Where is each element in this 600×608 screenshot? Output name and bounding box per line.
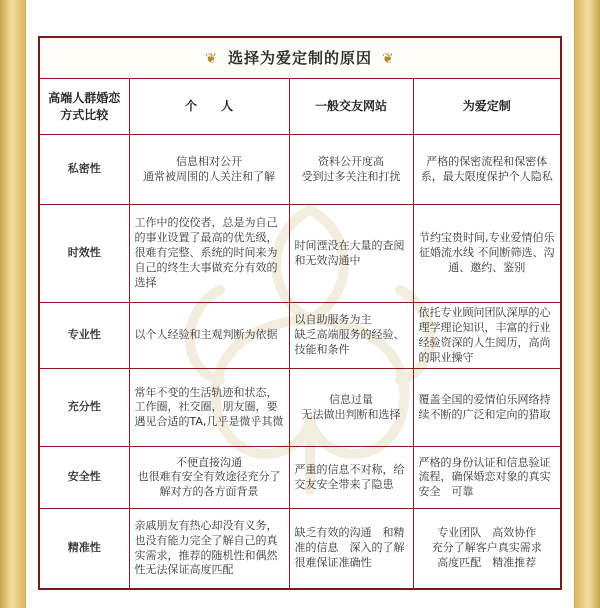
header-individual: 个 人	[129, 79, 289, 135]
table-row	[39, 135, 561, 205]
cell-individual: 不便直接沟通 也很难有安全有效途径充分了解对方的各方面背景	[129, 447, 289, 509]
table-row	[39, 509, 561, 589]
cell-individual: 以个人经验和主观判断为依据	[129, 303, 289, 369]
cell-weiai: 依托专业顾问团队深厚的心理学理论知识，丰富的行业经验资深的人生阅历，高尚的职业操守	[413, 303, 561, 369]
gold-frame-left	[0, 0, 26, 608]
cell-individual: 常年不变的生活轨迹和状态，工作圈，社交圈，朋友圈，要遇见合适的TA,几乎是微乎其微	[129, 369, 289, 447]
comparison-table	[38, 36, 562, 590]
row-label: 私密性	[39, 135, 129, 205]
row-label: 时效性	[39, 205, 129, 303]
page-title: 选择为爱定制的原因	[228, 48, 373, 67]
cell-weiai: 覆盖全国的爱情伯乐网络持续不断的广泛和定向的猎取	[413, 369, 561, 447]
cell-dating-site: 时间湮没在大量的查阅和无效沟通中	[289, 205, 413, 303]
cell-weiai: 严格的身份认证和信息验证流程，确保婚恋对象的真实 安全 可靠	[413, 447, 561, 509]
header-weiai: 为爱定制	[413, 79, 561, 135]
ornament-left-icon: ❦	[205, 50, 219, 67]
cell-individual: 信息相对公开 通常被周围的人关注和了解	[129, 135, 289, 205]
row-label: 精准性	[39, 509, 129, 589]
cell-weiai: 节约宝贵时间,专业爱情伯乐 征婚流水线 不间断筛选、沟通、邀约、鉴别	[413, 205, 561, 303]
cell-weiai: 专业团队 高效协作 充分了解客户真实需求 高度匹配 精准推荐	[413, 509, 561, 589]
table-row	[39, 303, 561, 369]
cell-dating-site: 信息过量 无法做出判断和选择	[289, 369, 413, 447]
header-compare-label: 高端人群婚恋方式比较	[39, 79, 129, 135]
cell-dating-site: 以自助服务为主 缺乏高端服务的经验、技能和条件	[289, 303, 413, 369]
title-cell	[39, 37, 561, 79]
gold-frame-right	[574, 0, 600, 608]
row-label: 安全性	[39, 447, 129, 509]
header-row	[39, 79, 561, 135]
table-row	[39, 369, 561, 447]
header-dating-site: 一般交友网站	[289, 79, 413, 135]
table-row	[39, 447, 561, 509]
row-label: 充分性	[39, 369, 129, 447]
cell-dating-site: 缺乏有效的沟通 和精准的信息 深入的了解很难保证准确性	[289, 509, 413, 589]
row-label: 专业性	[39, 303, 129, 369]
cell-individual: 亲戚朋友有热心却没有义务，也没有能力完全了解自己的真实需求，推荐的随机性和偶然性无法保证高度匹配	[129, 509, 289, 589]
cell-weiai: 严格的保密流程和保密体系，最大限度保护个人隐私	[413, 135, 561, 205]
cell-individual: 工作中的佼佼者，总是为自己的事业设置了最高的优先级，很难有完整、系统的时间来为自己的终生大事做充分有效的选择	[129, 205, 289, 303]
title-row	[39, 37, 561, 79]
cell-dating-site: 资料公开度高 受到过多关注和打扰	[289, 135, 413, 205]
ornament-right-icon: ❦	[382, 50, 395, 67]
cell-dating-site: 严重的信息不对称，给交友安全带来了隐患	[289, 447, 413, 509]
table-row	[39, 205, 561, 303]
